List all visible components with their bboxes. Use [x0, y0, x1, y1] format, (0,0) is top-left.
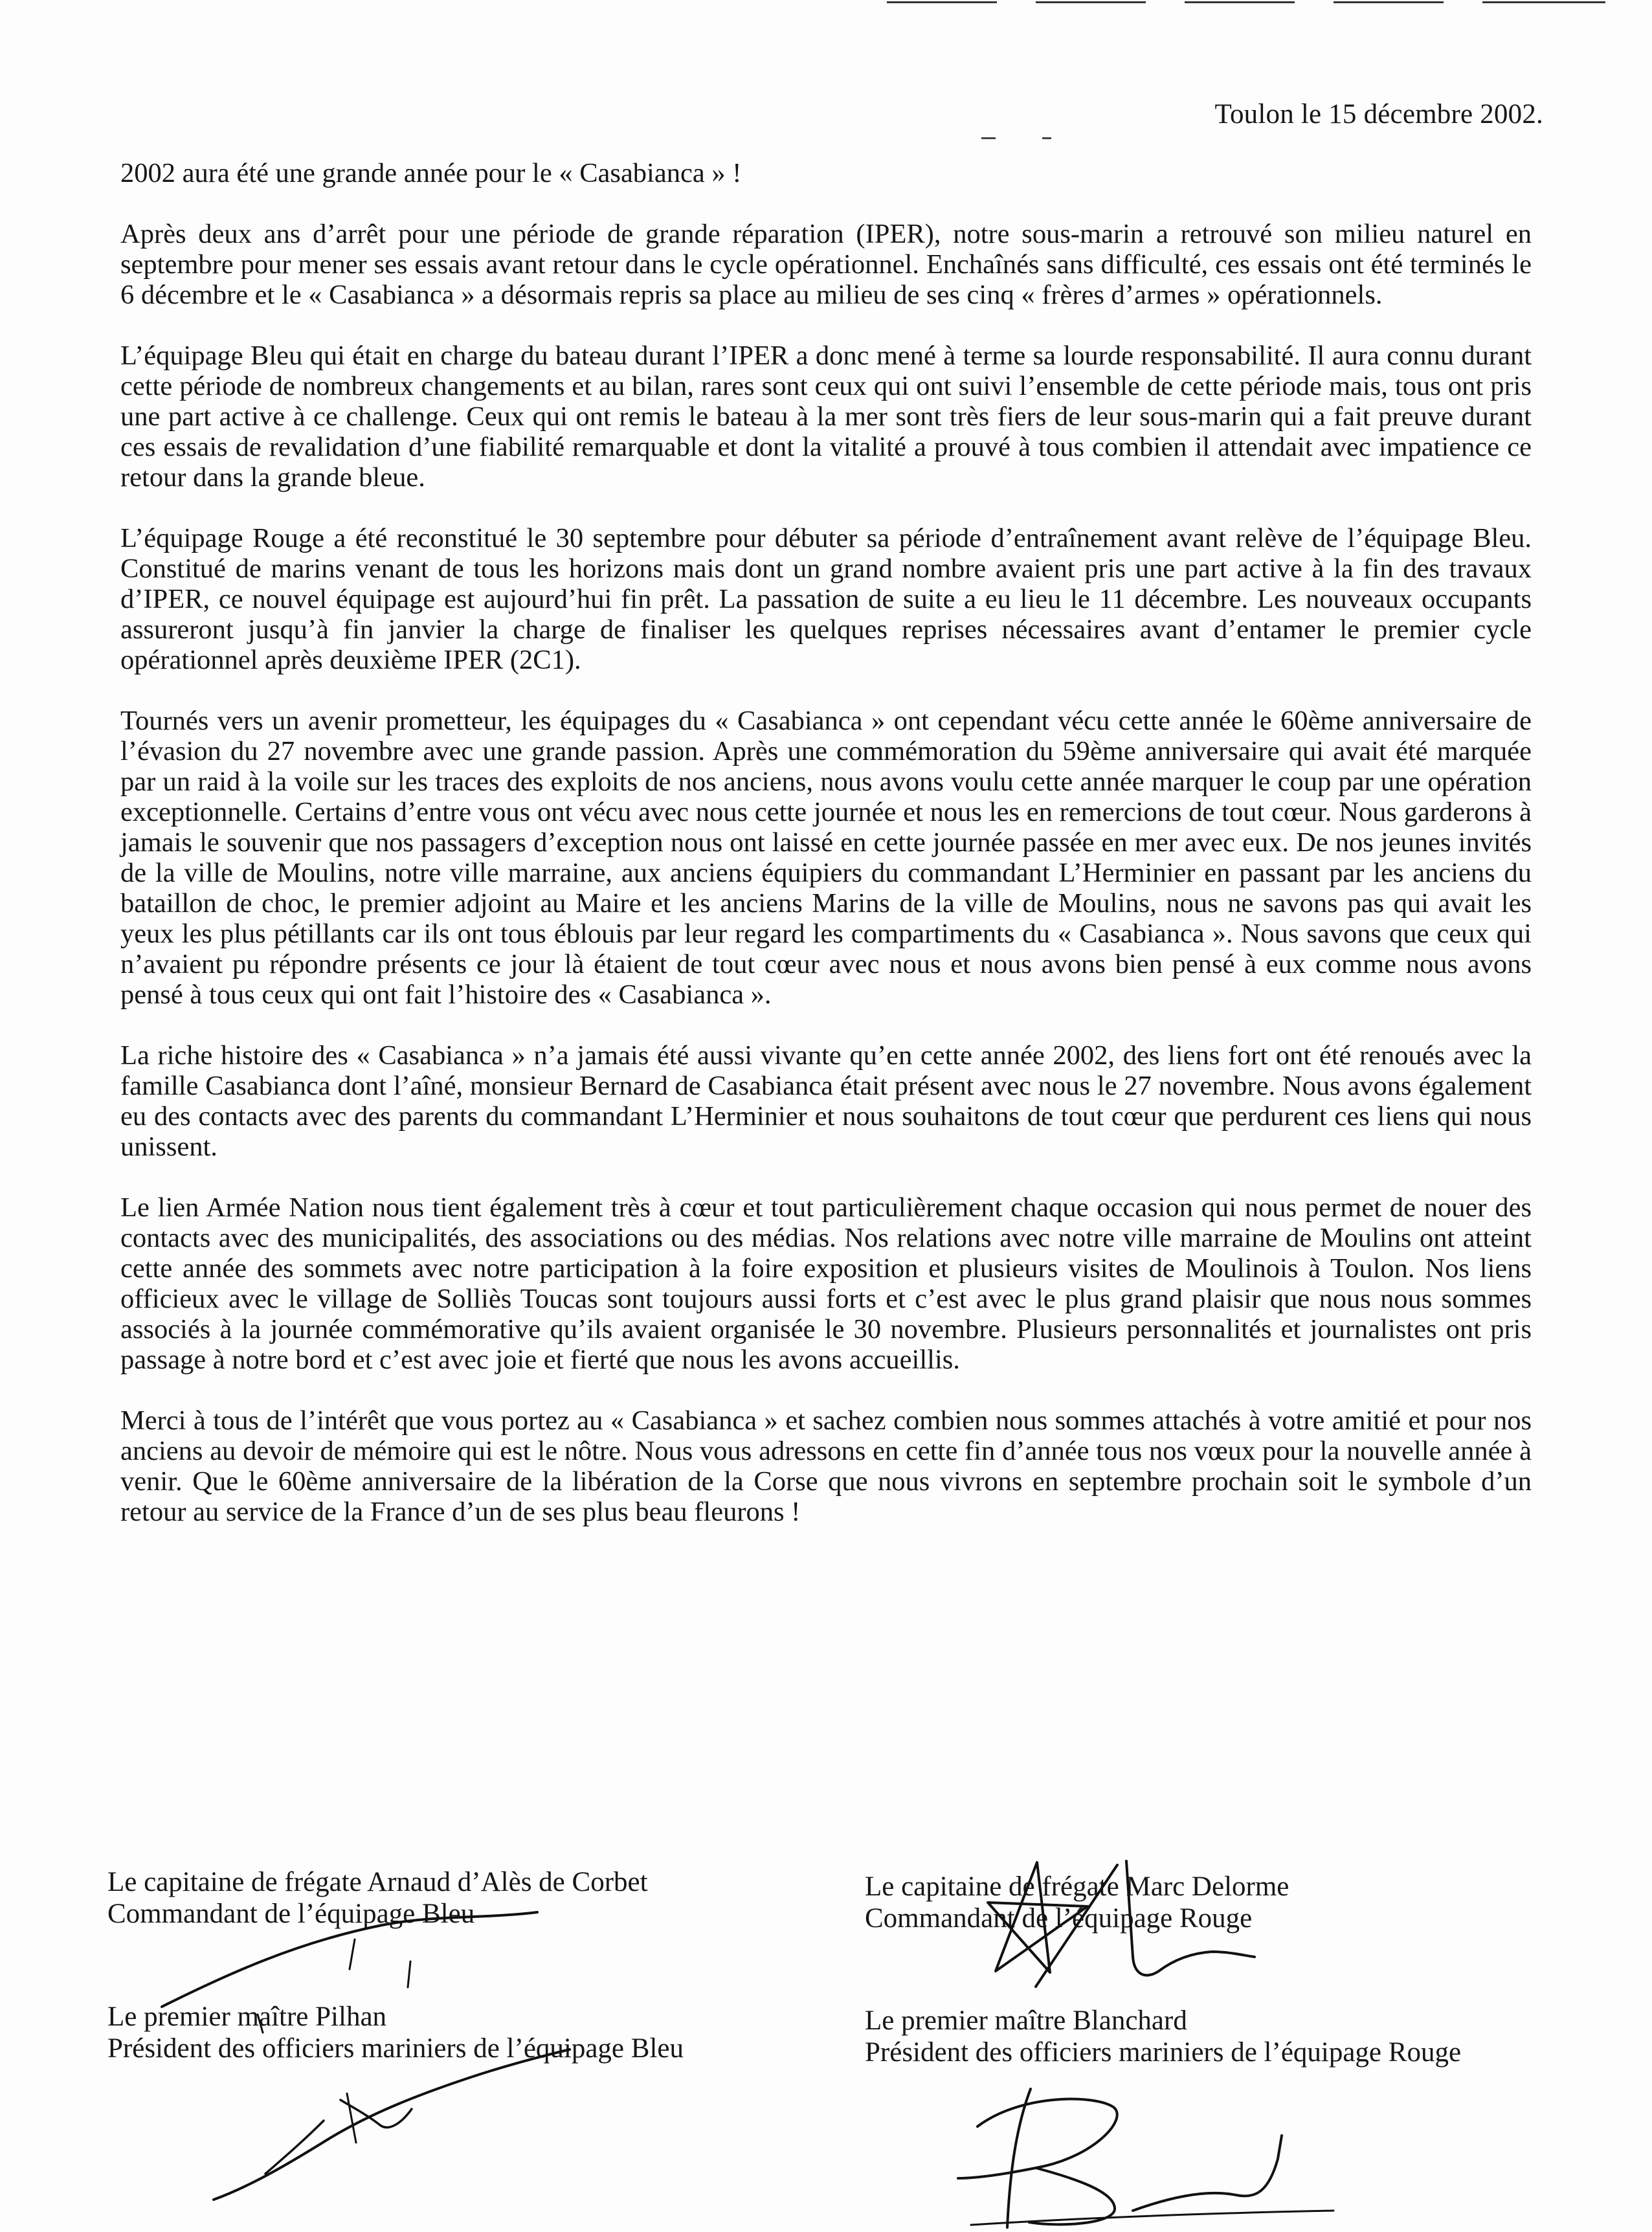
- signatory-role: Président des officiers mariniers de l’équipage Bleu: [107, 2033, 684, 2064]
- handwritten-signature-master-rouge: [945, 2081, 1346, 2232]
- paragraph-history: La riche histoire des « Casabianca » n’a jamais été aussi vivante qu’en cette année 2002, des liens fort ont été renoués avec la famille Casabianca dont l’aîné, monsieur Bernard de Casabianca était présent avec nous le 27 novembre. Nous avons également eu des contacts avec des parents du commandant L’Herminier et nous souhaitons de tout cœur que perdurent ces liens qui nous unissent.: [120, 1040, 1532, 1162]
- scan-speck: [1042, 137, 1051, 139]
- scan-edge-mark: [1036, 1, 1146, 3]
- signatory-title: Le capitaine de frégate Marc Delorme: [865, 1871, 1289, 1902]
- scan-edge-mark: [1334, 1, 1444, 3]
- signatory-master-bleu: [107, 2001, 684, 2064]
- scan-edge-mark: [1185, 1, 1295, 3]
- paragraph-iper: Après deux ans d’arrêt pour une période de grande réparation (IPER), notre sous-marin a retrouvé son milieu naturel en septembre pour mener ses essais avant retour dans le cycle opérationnel. Enchaînés sans difficulté, ces essais ont été terminés le 6 décembre et le « Casabianca » a désormais repris sa place au milieu de ses cinq « frères d’armes » opérationnels.: [120, 219, 1532, 310]
- paragraph-closing: Merci à tous de l’intérêt que vous portez au « Casabianca » et sachez combien nous sommes attachés à votre amitié et pour nos anciens au devoir de mémoire qui est le nôtre. Nous vous adressons en cette fin d’année tous nos vœux pour la nouvelle année à venir. Que le 60ème anniversaire de la libération de la Corse que nous vivrons en septembre prochain soit le symbole d’un retour au service de la France d’un de ses plus beau fleurons !: [120, 1405, 1532, 1527]
- scan-edge-mark: [887, 1, 997, 3]
- signatory-role: Commandant de l’équipage Rouge: [865, 1903, 1253, 1934]
- paragraph-armee-nation: Le lien Armée Nation nous tient également très à cœur et tout particulièrement chaque occasion qui nous permet de nouer des contacts avec des municipalités, des associations ou des médias. Nos relations avec notre ville marraine de Moulins ont atteint cette année des sommets avec notre participation à la foire exposition et plusieurs visites de Moulinois à Toulon. Nos liens officieux avec le village de Solliès Toucas sont toujours aussi forts et c’est avec le plus grand plaisir que nous nous sommes associés à la journée commémorative qu’ils avaient organisée le 30 novembre. Plusieurs personnalités et journalistes ont pris passage à notre bord et c’est avec joie et fierté que nous les avons accueillis.: [120, 1192, 1532, 1375]
- signatory-role: Président des officiers mariniers de l’équipage Rouge: [865, 2037, 1462, 2068]
- scan-edge-mark: [1482, 1, 1605, 3]
- signatory-commander-bleu: [107, 1866, 648, 1930]
- scan-speck: [981, 137, 996, 139]
- signatory-title: Le premier maître Pilhan: [107, 2002, 387, 2032]
- letter-date: Toulon le 15 décembre 2002.: [1214, 99, 1543, 129]
- signatory-role: Commandant de l’équipage Bleu: [107, 1899, 475, 1929]
- signatory-title: Le premier maître Blanchard: [865, 2005, 1187, 2036]
- signatory-commander-rouge: [865, 1871, 1289, 1934]
- signatory-title: Le capitaine de frégate Arnaud d’Alès de Corbet: [107, 1867, 648, 1897]
- paragraph-opening: 2002 aura été une grande année pour le « Casabianca » !: [120, 158, 742, 188]
- paragraph-equipage-rouge: L’équipage Rouge a été reconstitué le 30 septembre pour débuter sa période d’entraînement avant relève de l’équipage Bleu. Constitué de marins venant de tous les horizons mais dont un grand nombre avaient pris une part active à la fin des travaux d’IPER, ce nouvel équipage est aujourd’hui fin prêt. La passation de suite a eu lieu le 11 décembre. Les nouveaux occupants assureront jusqu’à fin janvier la charge de finaliser les quelques reprises nécessaires avant d’entamer le premier cycle opérationnel après deuxième IPER (2C1).: [120, 523, 1532, 675]
- signatory-master-rouge: [865, 2005, 1461, 2068]
- paragraph-equipage-bleu: L’équipage Bleu qui était en charge du bateau durant l’IPER a donc mené à terme sa lourde responsabilité. Il aura connu durant cette période de nombreux changements et au bilan, rares sont ceux qui ont suivi l’ensemble de cette période mais, tous ont pris une part active à ce challenge. Ceux qui ont remis le bateau à la mer sont très fiers de leur sous-marin qui a fait preuve durant ces essais de revalidation d’une fiabilité remarquable et dont la vitalité a prouvé à tous combien il attendait avec impatience ce retour dans la grande bleue.: [120, 340, 1532, 493]
- paragraph-anniversary: Tournés vers un avenir prometteur, les équipages du « Casabianca » ont cependant vécu cette année le 60ème anniversaire de l’évasion du 27 novembre avec une grande passion. Après une commémoration du 59ème anniversaire qui avait été marquée par un raid à la voile sur les traces des exploits de nos anciens, nous avons voulu cette année marquer le coup par une opération exceptionnelle. Certains d’entre vous ont vécu avec nous cette journée et nous les en remercions de tout cœur. Nous garderons à jamais le souvenir que nos passagers d’exception nous ont laissé en cette journée passée en mer avec eux. De nos jeunes invités de la ville de Moulins, notre ville marraine, aux anciens équipiers du commandant L’Herminier en passant par les anciens du bataillon de choc, le premier adjoint au Maire et les anciens Marins de la ville de Moulins, nous ne savons pas qui avait les yeux les plus pétillants car ils ont tous éblouis par leur regard les compartiments du « Casabianca ». Nous savons que ceux qui n’avaient pu répondre présents ce jour là étaient de tout cœur avec nous et nous avons bien pensé à eux comme nous avons pensé à tous ceux qui ont fait l’histoire des « Casabianca ».: [120, 706, 1532, 1010]
- letter-body: [120, 158, 1532, 1527]
